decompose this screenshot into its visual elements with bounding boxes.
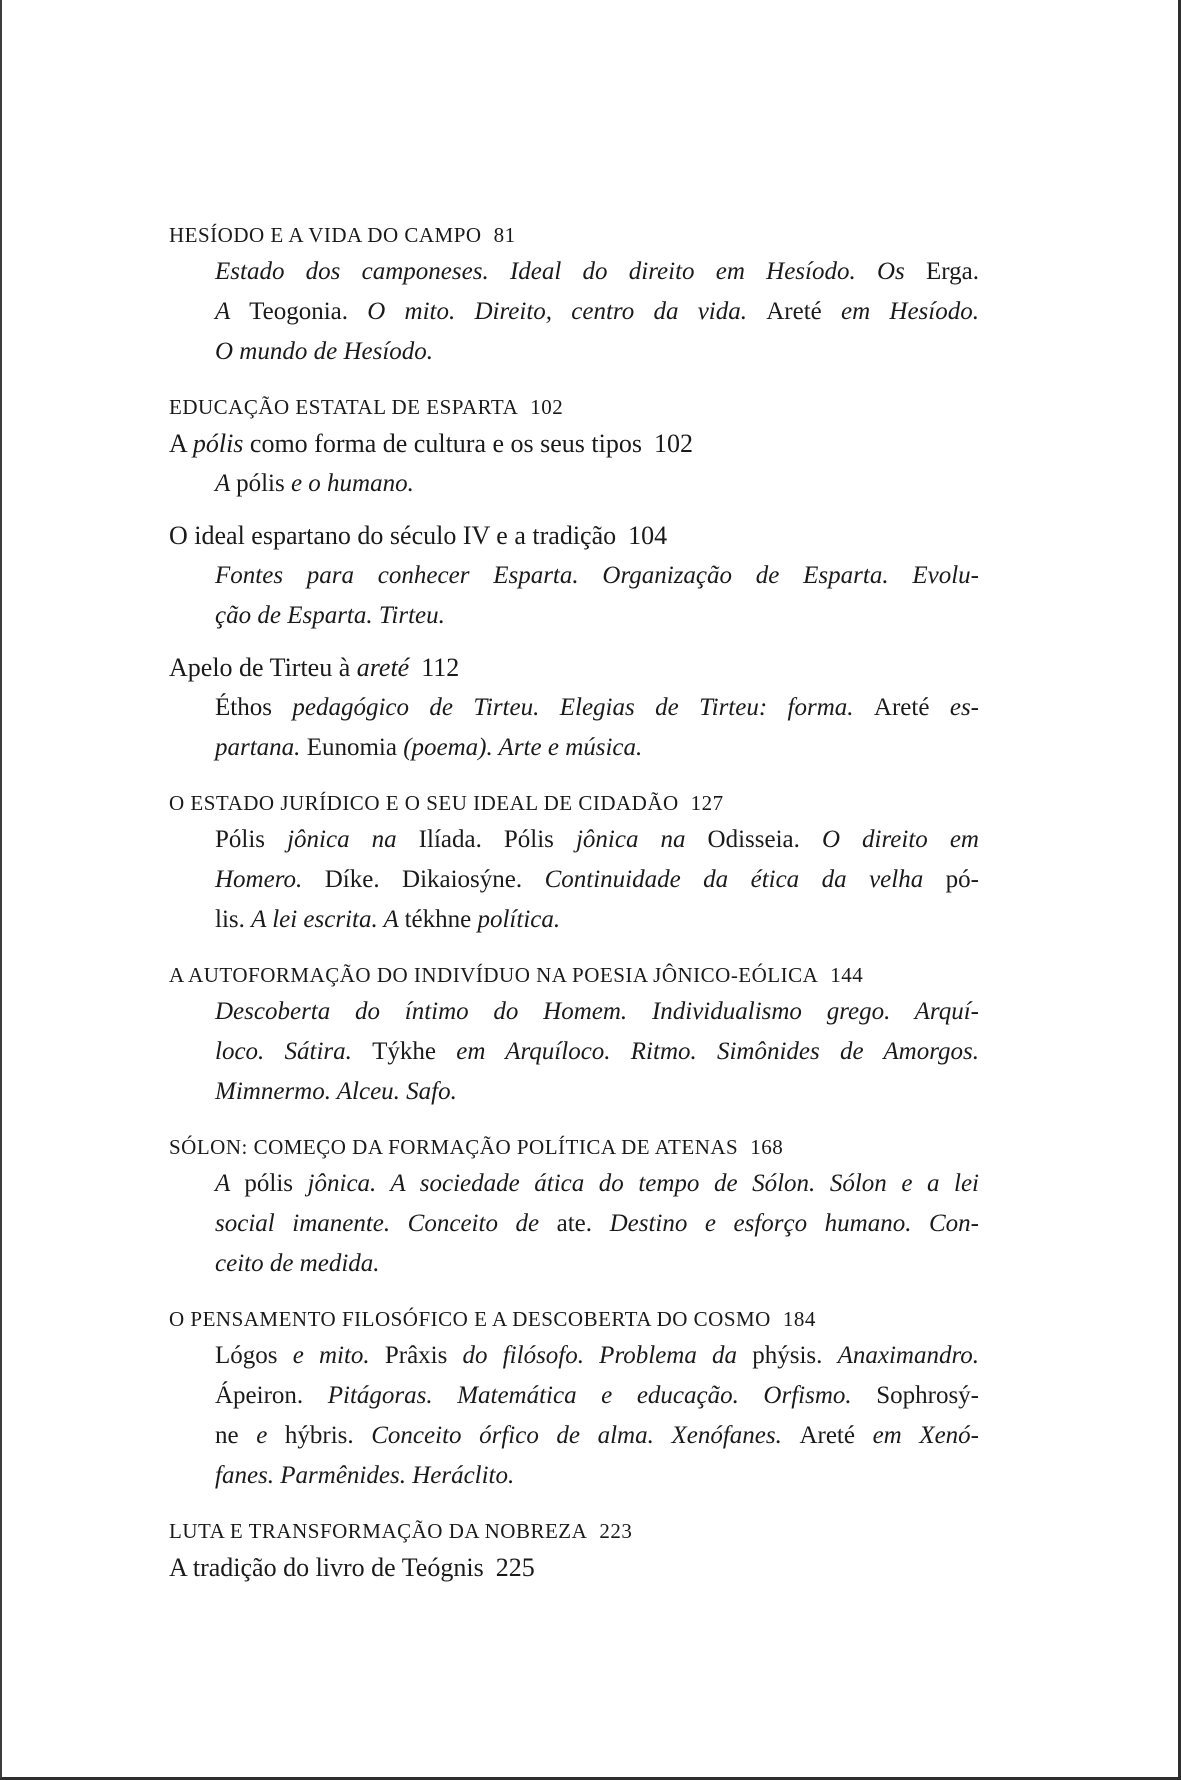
- roman-text-run: lis.: [215, 906, 252, 933]
- roman-text-run: Apelo de Tirteu à: [169, 653, 357, 682]
- italic-text-run: (poema). Arte e música.: [403, 734, 643, 761]
- summary-line: [215, 252, 979, 292]
- summary-line: [215, 464, 979, 504]
- italic-text-run: Descoberta do íntimo do Homem. Individualismo grego. Arquí-: [215, 998, 979, 1025]
- summary-line: [215, 332, 979, 372]
- italic-text-run: O direito em: [821, 826, 979, 853]
- italic-text-run: jônica na: [575, 826, 708, 853]
- section-summary: [169, 556, 979, 636]
- summary-line: [215, 1336, 979, 1376]
- italic-text-run: partana.: [215, 734, 307, 761]
- roman-text-run: phýsis.: [752, 1342, 838, 1369]
- italic-text-run: A: [215, 1170, 245, 1197]
- chapter-heading: [169, 1514, 999, 1548]
- italic-text-run: A: [215, 298, 250, 325]
- italic-text-run: política.: [477, 906, 561, 933]
- chapter-title: O PENSAMENTO FILOSÓFICO E A DESCOBERTA DO COSMO: [169, 1307, 771, 1331]
- italic-text-run: social imanente. Conceito de: [215, 1210, 557, 1237]
- section-heading: [169, 1548, 999, 1588]
- italic-text-run: fanes. Parmênides. Heráclito.: [215, 1462, 515, 1489]
- italic-text-run: areté: [356, 653, 410, 682]
- chapter-page-number: 81: [493, 223, 516, 247]
- summary-line: [215, 900, 979, 940]
- roman-text-run: Odisseia.: [707, 826, 822, 853]
- italic-text-run: A lei escrita. A: [251, 906, 405, 933]
- roman-text-run: Areté: [766, 298, 842, 325]
- roman-text-run: Ilíada. Pólis: [418, 826, 576, 853]
- italic-text-run: O mito. Direito, centro da vida.: [367, 298, 767, 325]
- chapter-heading: [169, 786, 999, 820]
- italic-text-run: loco. Sátira.: [215, 1038, 373, 1065]
- roman-text-run: Areté: [799, 1422, 873, 1449]
- italic-text-run: Pitágoras. Matemática e educação. Orfismo.: [327, 1382, 877, 1409]
- roman-text-run: Teogonia.: [249, 298, 368, 325]
- summary-line: [215, 1376, 979, 1416]
- italic-text-run: e: [256, 1422, 285, 1449]
- italic-text-run: e o humano.: [290, 470, 414, 497]
- roman-text-run: Lógos: [215, 1342, 293, 1369]
- italic-text-run: ção de Esparta. Tirteu.: [215, 602, 445, 629]
- italic-text-run: O mundo de Hesíodo.: [215, 338, 434, 365]
- roman-text-run: A: [169, 429, 193, 458]
- chapter-page-number: 184: [782, 1307, 816, 1331]
- roman-text-run: A tradição do livro de Teógnis: [169, 1553, 484, 1582]
- chapter-heading: [169, 218, 999, 252]
- summary-line: [215, 596, 979, 636]
- section-heading: [169, 516, 999, 556]
- chapter-title: EDUCAÇÃO ESTATAL DE ESPARTA: [169, 395, 519, 419]
- summary-line: [215, 860, 979, 900]
- italic-text-run: jônica na: [287, 826, 419, 853]
- italic-text-run: ceito de medida.: [215, 1250, 380, 1277]
- chapter-page-number: 223: [599, 1519, 633, 1543]
- chapter-summary: [169, 820, 979, 940]
- roman-text-run: Erga.: [926, 258, 979, 285]
- italic-text-run: Destino e esforço humano. Con-: [609, 1210, 979, 1237]
- summary-line: [215, 1072, 979, 1112]
- roman-text-run: Ápeiron.: [215, 1382, 328, 1409]
- roman-text-run: O ideal espartano do século IV e a tradição: [169, 521, 617, 550]
- roman-text-run: pólis: [236, 470, 291, 497]
- roman-text-run: Díke. Dikaiosýne.: [324, 866, 545, 893]
- italic-text-run: Estado dos camponeses. Ideal do direito em Hesíodo. Os: [215, 258, 926, 285]
- italic-text-run: em Hesíodo.: [841, 298, 979, 325]
- italic-text-run: Continuidade da ética da velha: [544, 866, 946, 893]
- summary-line: [215, 556, 979, 596]
- summary-line: [215, 1032, 979, 1072]
- roman-text-run: pó-: [945, 866, 979, 893]
- roman-text-run: ne: [215, 1422, 257, 1449]
- summary-line: [215, 1244, 979, 1284]
- chapter-summary: [169, 992, 979, 1112]
- italic-text-run: jônica. A sociedade ática do tempo de Sólon. Sólon e a lei: [307, 1170, 979, 1197]
- chapter-title: SÓLON: COMEÇO DA FORMAÇÃO POLÍTICA DE ATENAS: [169, 1135, 739, 1159]
- roman-text-run: Týkhe: [372, 1038, 457, 1065]
- summary-line: [215, 1416, 979, 1456]
- section-title: [169, 653, 409, 682]
- section-title: [169, 429, 642, 458]
- chapter-heading: [169, 390, 999, 424]
- italic-text-run: em Arquíloco. Ritmo. Simônides de Amorgos.: [456, 1038, 979, 1065]
- roman-text-run: Éthos: [215, 694, 293, 721]
- roman-text-run: pólis: [244, 1170, 308, 1197]
- section-page-number: 102: [654, 429, 693, 458]
- chapter-page-number: 102: [530, 395, 564, 419]
- chapter-heading: [169, 1130, 999, 1164]
- italic-text-run: A: [215, 470, 237, 497]
- summary-line: [215, 1204, 979, 1244]
- italic-text-run: em Xenó-: [872, 1422, 979, 1449]
- roman-text-run: Prâxis: [384, 1342, 463, 1369]
- section-page-number: 104: [628, 521, 668, 550]
- chapter-page-number: 144: [830, 963, 864, 987]
- italic-text-run: e mito.: [292, 1342, 385, 1369]
- summary-line: [215, 992, 979, 1032]
- section-heading: [169, 424, 999, 464]
- summary-line: [215, 1164, 979, 1204]
- chapter-page-number: 168: [750, 1135, 784, 1159]
- italic-text-run: Mimnermo. Alceu. Safo.: [215, 1078, 457, 1105]
- section-summary: [169, 464, 979, 504]
- roman-text-run: Pólis: [215, 826, 288, 853]
- italic-text-run: do filósofo. Problema da: [462, 1342, 753, 1369]
- table-of-contents: [169, 218, 999, 1588]
- italic-text-run: Homero.: [215, 866, 325, 893]
- summary-line: [215, 688, 979, 728]
- summary-line: [215, 292, 979, 332]
- summary-line: [215, 728, 979, 768]
- italic-text-run: Fontes para conhecer Esparta. Organização de Esparta. Evolu-: [215, 562, 979, 589]
- chapter-heading: [169, 958, 999, 992]
- roman-text-run: Sophrosý-: [876, 1382, 980, 1409]
- section-summary: [169, 688, 979, 768]
- italic-text-run: pólis: [192, 429, 250, 458]
- roman-text-run: como forma de cultura e os seus tipos: [249, 429, 642, 458]
- italic-text-run: Conceito órfico de alma. Xenófanes.: [371, 1422, 800, 1449]
- roman-text-run: Eunomia: [306, 734, 404, 761]
- roman-text-run: Areté: [873, 694, 950, 721]
- chapter-title: O ESTADO JURÍDICO E O SEU IDEAL DE CIDADÃO: [169, 791, 679, 815]
- section-title: [169, 1553, 484, 1582]
- chapter-page-number: 127: [690, 791, 724, 815]
- chapter-summary: [169, 252, 979, 372]
- section-page-number: 112: [421, 653, 460, 682]
- roman-text-run: ate.: [556, 1210, 610, 1237]
- roman-text-run: hýbris.: [284, 1422, 372, 1449]
- italic-text-run: Anaximandro.: [837, 1342, 979, 1369]
- section-page-number: 225: [495, 1553, 535, 1582]
- summary-line: [215, 1456, 979, 1496]
- chapter-summary: [169, 1336, 979, 1496]
- section-title: [169, 521, 616, 550]
- italic-text-run: pedagógico de Tirteu. Elegias de Tirteu: forma.: [292, 694, 874, 721]
- italic-text-run: es-: [949, 694, 979, 721]
- chapter-title: LUTA E TRANSFORMAÇÃO DA NOBREZA: [169, 1519, 588, 1543]
- chapter-title: A AUTOFORMAÇÃO DO INDIVÍDUO NA POESIA JÔNICO-EÓLICA: [169, 963, 819, 987]
- roman-text-run: tékhne: [404, 906, 478, 933]
- section-heading: [169, 648, 999, 688]
- chapter-summary: [169, 1164, 979, 1284]
- chapter-title: HESÍODO E A VIDA DO CAMPO: [169, 223, 482, 247]
- summary-line: [215, 820, 979, 860]
- chapter-heading: [169, 1302, 999, 1336]
